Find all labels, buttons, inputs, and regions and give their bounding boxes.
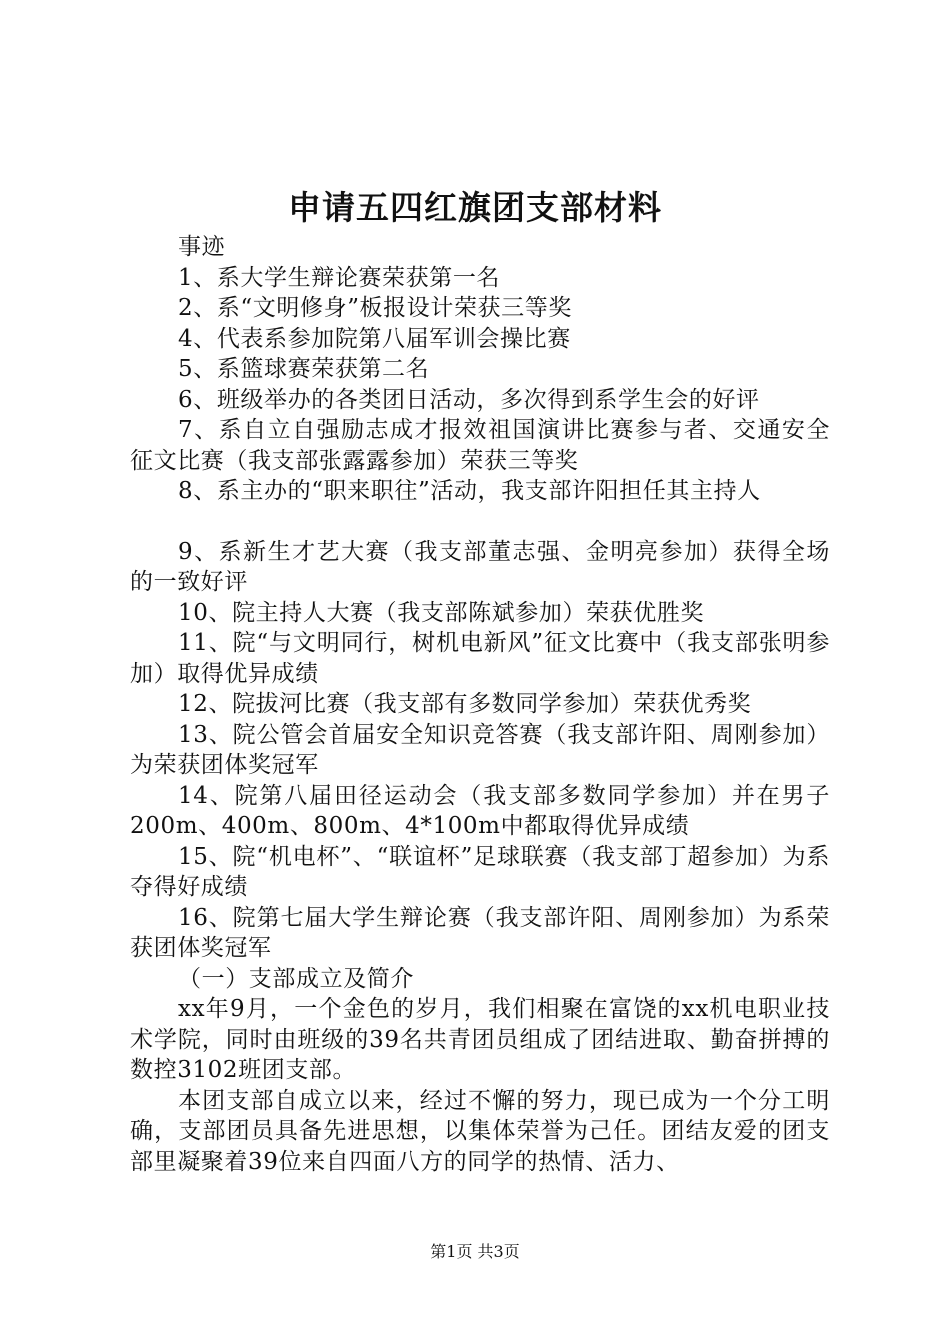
body-paragraph: 本团支部自成立以来，经过不懈的努力，现已成为一个分工明确，支部团员具备先进思想，以集体荣誉为己任。团结友爱的团支部里凝聚着39位来自四面八方的同学的热情、活力、 xyxy=(130,1087,830,1175)
section-heading: （一）支部成立及简介 xyxy=(178,965,414,992)
document-title: 申请五四红旗团支部材料 xyxy=(288,188,662,227)
list-item: 12、院拔河比赛（我支部有多数同学参加）荣获优秀奖 xyxy=(178,691,752,717)
list-item: 2、系“文明修身”板报设计荣获三等奖 xyxy=(178,295,572,321)
list-item: 15、院“机电杯”、“联谊杯”足球联赛（我支部丁超参加）为系夺得好成绩 xyxy=(130,843,830,900)
body-paragraph: xx年9月，一个金色的岁月，我们相聚在富饶的xx机电职业技术学院，同时由班级的39名共青团员组成了团结进取、勤奋拼搏的数控3102班团支部。 xyxy=(130,996,830,1083)
list-item: 8、系主办的“职来职往”活动，我支部许阳担任其主持人 xyxy=(178,478,761,504)
list-item: 5、系篮球赛荣获第二名 xyxy=(178,356,430,382)
document-body xyxy=(130,232,830,1177)
list-item: 9、系新生才艺大赛（我支部董志强、金明亮参加）获得全场的一致好评 xyxy=(130,538,830,595)
page-number-footer: 第1页 共3页 xyxy=(430,1242,520,1261)
paragraph-heading-deeds: 事迹 xyxy=(178,234,226,260)
list-item: 11、院“与文明同行，树机电新风”征文比赛中（我支部张明参加）取得优异成绩 xyxy=(130,630,830,687)
list-item: 4、代表系参加院第八届军训会操比赛 xyxy=(178,325,571,352)
list-item: 16、院第七届大学生辩论赛（我支部许阳、周刚参加）为系荣获团体奖冠军 xyxy=(130,904,830,961)
list-item: 14、院第八届田径运动会（我支部多数同学参加）并在男子200m、400m、800m、4*100m中都取得优异成绩 xyxy=(130,782,830,839)
list-item: 10、院主持人大赛（我支部陈斌参加）荣获优胜奖 xyxy=(178,599,705,626)
list-item: 1、系大学生辩论赛荣获第一名 xyxy=(178,264,501,291)
list-item: 13、院公管会首届安全知识竞答赛（我支部许阳、周刚参加）为荣获团体奖冠军 xyxy=(130,721,830,778)
list-item: 7、系自立自强励志成才报效祖国演讲比赛参与者、交通安全征文比赛（我支部张露露参加）荣获三等奖 xyxy=(130,417,830,474)
list-item: 6、班级举办的各类团日活动，多次得到系学生会的好评 xyxy=(178,386,760,413)
